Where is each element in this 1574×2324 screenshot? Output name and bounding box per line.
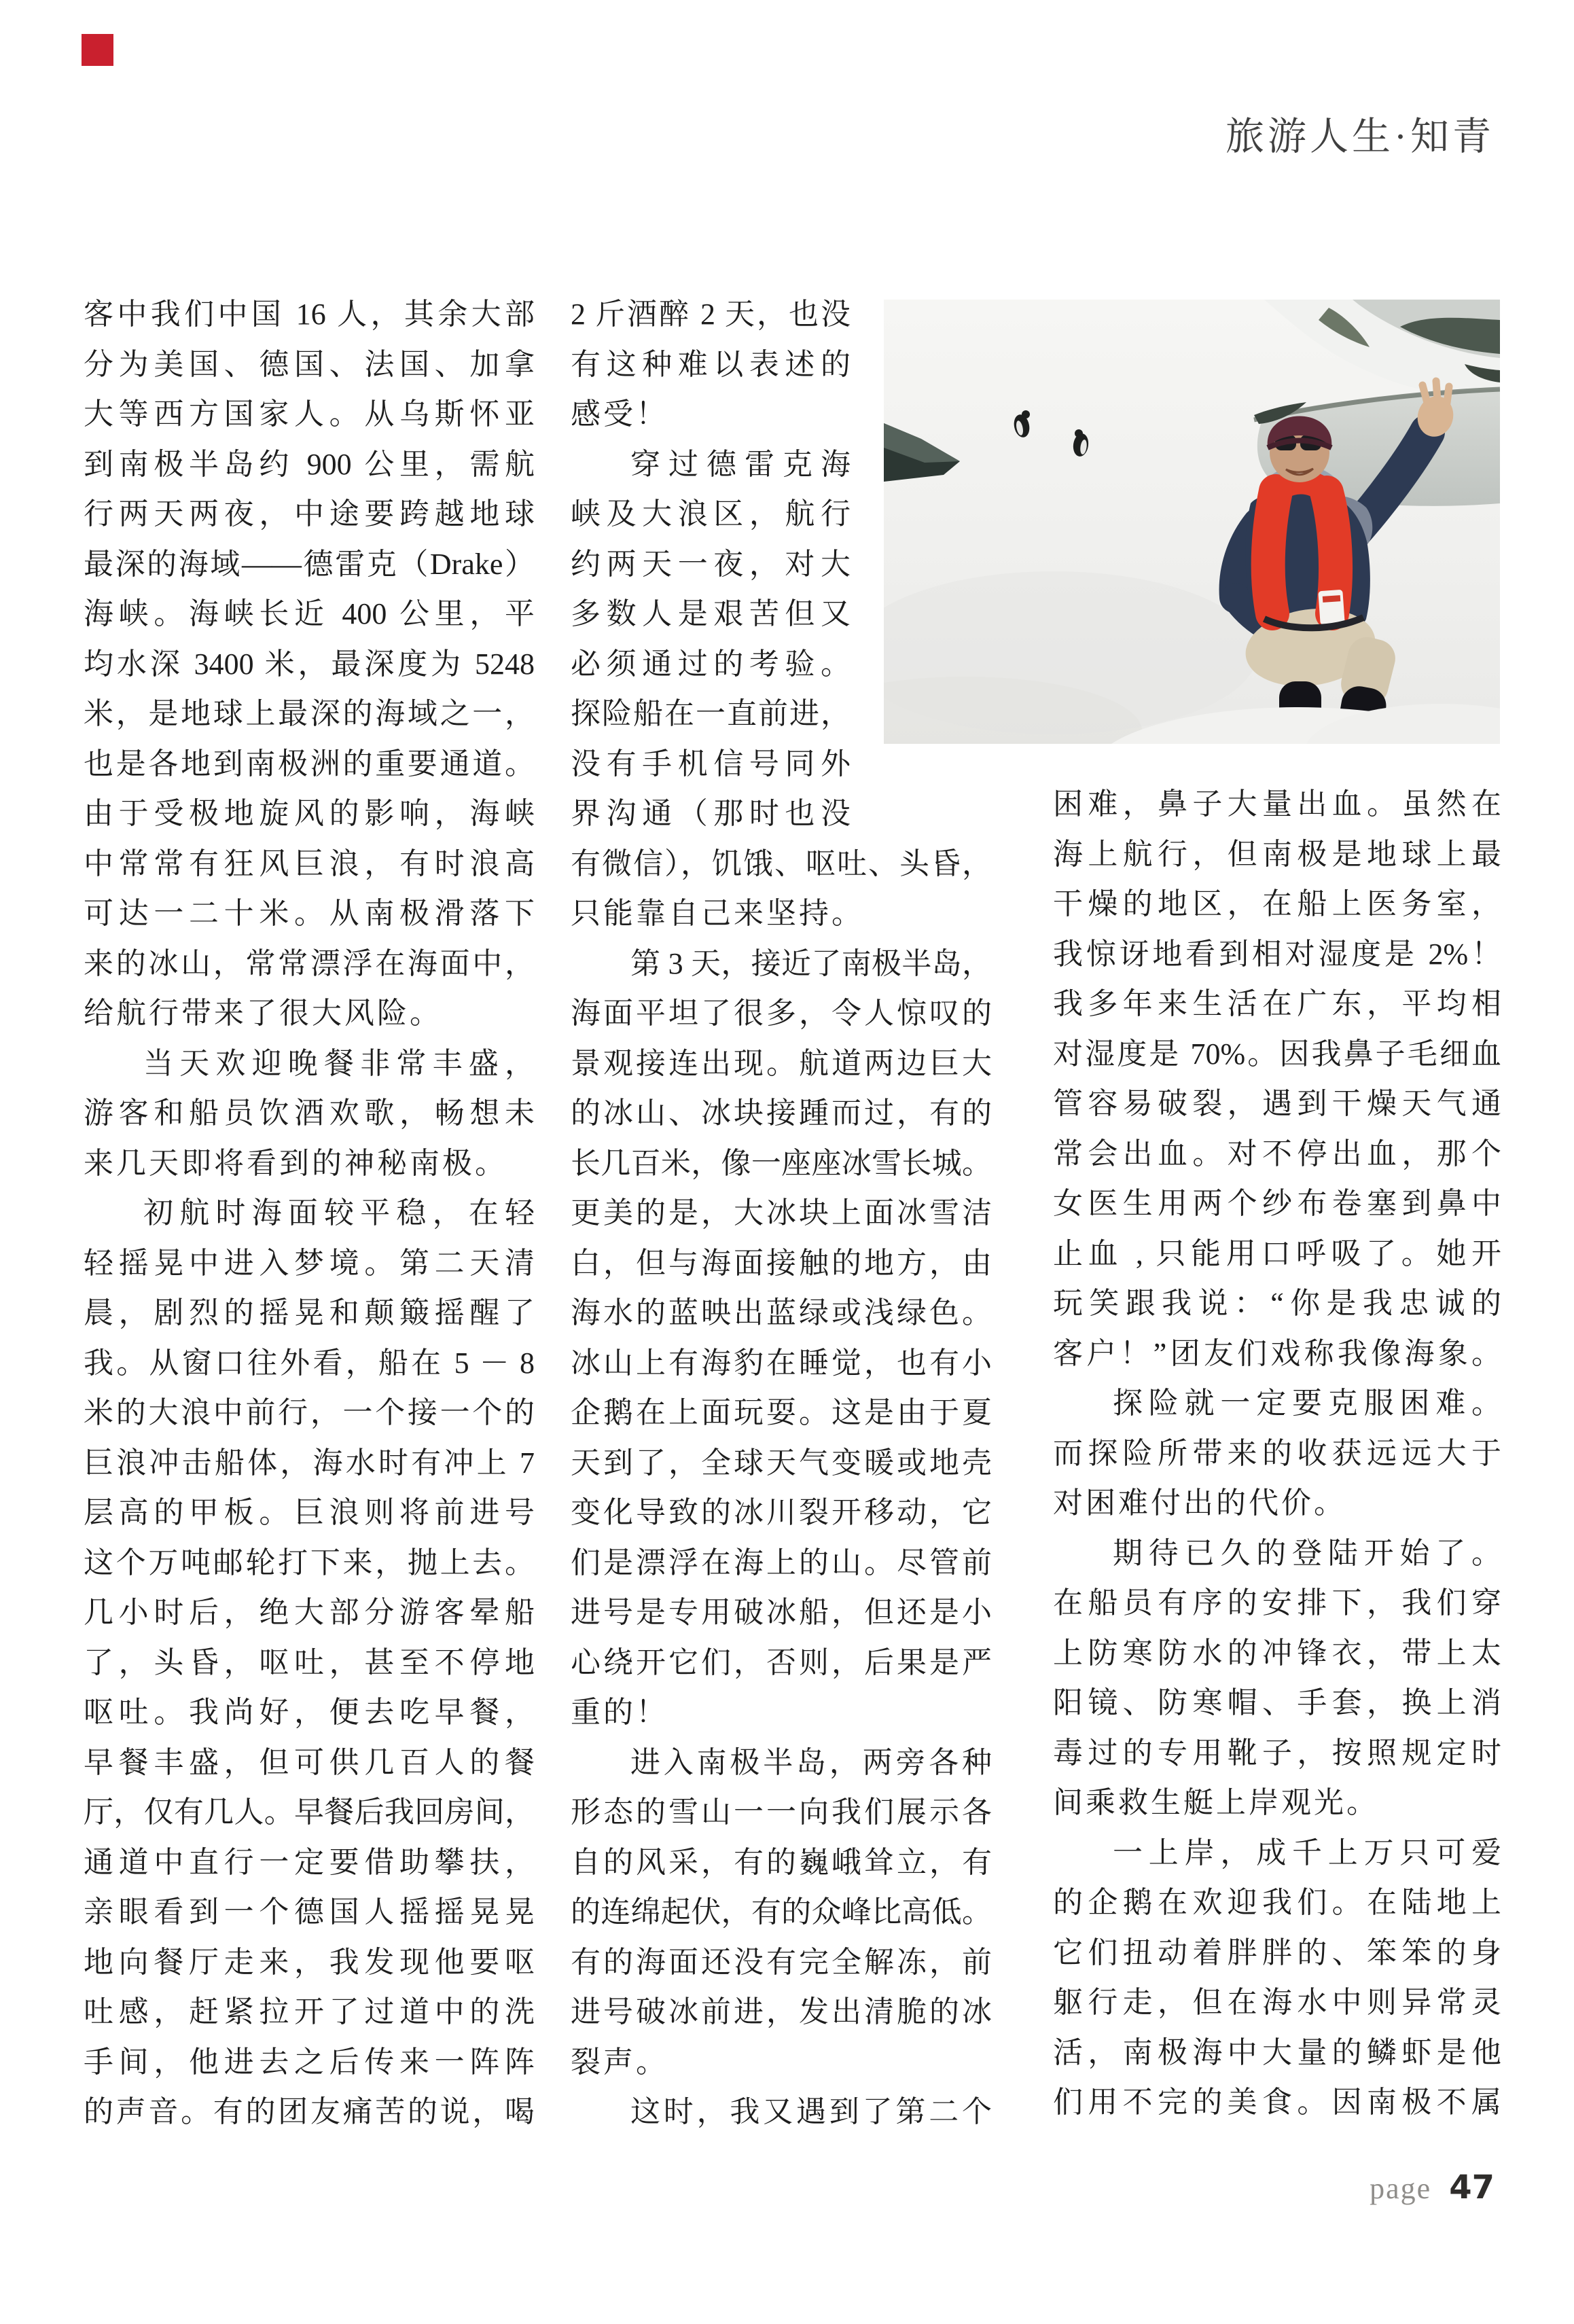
text-line: 的企鹅在欢迎我们。在陆地上	[1053, 1886, 1501, 1919]
text-line: 在船员有序的安排下，我们穿	[1053, 1586, 1501, 1620]
text-line: 分为美国、德国、法国、加拿	[84, 347, 535, 381]
text-line: 大等西方国家人。从乌斯怀亚	[84, 397, 535, 431]
text-line: 冰山上有海豹在睡觉，也有小	[571, 1346, 992, 1380]
text-line: 期待已久的登陆开始了。	[1113, 1536, 1501, 1570]
text-line: 我。从窗口往外看，船在 5 － 8	[84, 1346, 535, 1380]
text-line: 均水深 3400 米，最深度为 5248	[84, 647, 535, 681]
text-line: 客户！”团友们戏称我像海象。	[1053, 1336, 1501, 1370]
text-line: 的冰山、冰块接踵而过，有的	[571, 1096, 992, 1130]
text-line: 间乘救生艇上岸观光。	[1053, 1786, 1379, 1819]
text-line: 界沟通（那时也没	[571, 797, 851, 830]
text-line: 的连绵起伏，有的众峰比高低。	[571, 1895, 992, 1929]
text-line: 们是漂浮在海上的山。尽管前	[571, 1545, 992, 1579]
text-line: 进号是专用破冰船，但还是小	[571, 1596, 992, 1629]
text-line: 没有手机信号同外	[571, 747, 851, 781]
text-line: 景观接连出现。航道两边巨大	[571, 1046, 992, 1080]
text-line: 变化导致的冰川裂开移动，它	[571, 1496, 992, 1529]
text-line: 干燥的地区，在船上医务室，	[1053, 887, 1501, 920]
text-line: 必须通过的考验。	[571, 647, 851, 681]
text-line: 上防寒防水的冲锋衣，带上太	[1053, 1636, 1501, 1670]
text-line: 行两天两夜，中途要跨越地球	[84, 497, 535, 531]
text-line: 呕吐。我尚好，便去吃早餐，	[84, 1696, 535, 1729]
text-line: 来几天即将看到的神秘南极。	[84, 1146, 507, 1180]
text-line: 探险船在一直前进，	[571, 697, 851, 730]
text-line: 来的冰山，常常漂浮在海面中，	[84, 946, 535, 980]
text-line: 也是各地到南极洲的重要通道。	[84, 747, 535, 781]
page-footer	[1372, 2168, 1495, 2206]
text-line: 多数人是艰苦但又	[571, 597, 851, 630]
text-line: 几小时后，绝大部分游客晕船	[84, 1596, 535, 1629]
text-line: 可达一二十米。从南极滑落下	[84, 897, 535, 930]
text-line: 探险就一定要克服困难。	[1113, 1387, 1501, 1420]
text-line: 一上岸，成千上万只可爱	[1113, 1836, 1501, 1870]
text-line: 女医生用两个纱布卷塞到鼻中	[1053, 1187, 1501, 1220]
text-line: 游客和船员饮酒欢歌，畅想未	[84, 1096, 535, 1130]
text-line: 给航行带来了很大风险。	[84, 997, 442, 1030]
text-line: 有这种难以表述的	[571, 347, 851, 381]
text-line: 们用不完的美食。因南极不属	[1053, 2086, 1501, 2119]
text-line: 重的！	[571, 1696, 668, 1729]
text-line: 我惊讶地看到相对湿度是 2%！	[1053, 937, 1501, 971]
section-title: 旅游人生·知青	[1226, 115, 1495, 158]
text-line: 企鹅在上面玩耍。这是由于夏	[571, 1396, 992, 1429]
text-line: 自的风采，有的巍峨耸立，有	[571, 1845, 992, 1879]
text-line: 躯行走，但在海水中则异常灵	[1053, 1986, 1501, 2019]
text-line: 天到了，全球天气变暖或地壳	[571, 1446, 992, 1480]
text-line: 穿过德雷克海	[630, 447, 851, 481]
page-label: page	[1370, 2172, 1432, 2205]
text-line: 形态的雪山一一向我们展示各	[571, 1795, 992, 1829]
page-number: 47	[1449, 2168, 1495, 2206]
text-line: 早餐丰盛，但可供几百人的餐	[84, 1745, 535, 1779]
text-line: 米的大浪中前行，一个接一个的	[84, 1396, 535, 1429]
text-line: 更美的是，大冰块上面冰雪洁	[571, 1196, 992, 1230]
text-line: 吐感，赶紧拉开了过道中的洗	[84, 1995, 535, 2028]
text-line: 困难，鼻子大量出血。虽然在	[1053, 787, 1501, 821]
text-line: 长几百米，像一座座冰雪长城。	[571, 1146, 992, 1180]
text-line: 中常常有狂风巨浪，有时浪高	[84, 846, 535, 880]
text-line: 进入南极半岛，两旁各种	[630, 1745, 992, 1779]
text-line: 当天欢迎晚餐非常丰盛，	[143, 1046, 535, 1080]
text-line: 止血 , 只能用口呼吸了。她开	[1053, 1236, 1501, 1270]
text-line: 感受！	[571, 397, 668, 431]
text-line: 由于受极地旋风的影响，海峡	[84, 797, 535, 830]
text-line: 米，是地球上最深的海域之一，	[84, 697, 535, 730]
text-line: 层高的甲板。巨浪则将前进号	[84, 1496, 535, 1529]
text-line: 只能靠自己来坚持。	[571, 897, 864, 930]
text-line: 海水的蓝映出蓝绿或浅绿色。	[571, 1296, 992, 1329]
text-line: 地向餐厅走来，我发现他要呕	[84, 1945, 535, 1979]
text-line: 这个万吨邮轮打下来，抛上去。	[84, 1545, 535, 1579]
text-line: 而探险所带来的收获远远大于	[1053, 1436, 1501, 1470]
text-line: 2 斤酒醉 2 天，也没	[571, 298, 851, 331]
article-column-3	[1053, 779, 1501, 2128]
text-line: 对湿度是 70%。因我鼻子毛细血	[1053, 1037, 1501, 1071]
text-line: 它们扭动着胖胖的、笨笨的身	[1053, 1935, 1501, 1969]
text-line: 手间，他进去之后传来一阵阵	[84, 2045, 535, 2079]
text-line: 对困难付出的代价。	[1053, 1486, 1346, 1520]
text-line: 了，头昏，呕吐，甚至不停地	[84, 1645, 535, 1679]
text-line: 初航时海面较平稳，在轻	[143, 1196, 535, 1230]
text-line: 活，南极海中大量的鳞虾是他	[1053, 2035, 1501, 2069]
text-line: 阳镜、防寒帽、手套，换上消	[1053, 1686, 1501, 1719]
text-line: 裂声。	[571, 2045, 668, 2079]
text-line: 心绕开它们，否则，后果是严	[571, 1645, 992, 1679]
text-line: 海峡。海峡长近 400 公里，平	[84, 597, 535, 630]
text-line: 的声音。有的团友痛苦的说，喝	[84, 2095, 535, 2128]
text-line: 毒过的专用靴子，按照规定时	[1053, 1736, 1501, 1770]
text-line: 亲眼看到一个德国人摇摇晃晃	[84, 1895, 535, 1929]
article-column-2	[571, 289, 992, 2137]
text-line: 到南极半岛约 900 公里，需航	[84, 447, 535, 481]
text-line: 海面平坦了很多，令人惊叹的	[571, 997, 992, 1030]
text-line: 客中我们中国 16 人，其余大部	[84, 298, 535, 331]
text-line: 进号破冰前进，发出清脆的冰	[571, 1995, 992, 2028]
text-line: 海上航行，但南极是地球上最	[1053, 837, 1501, 871]
text-line: 第 3 天，接近了南极半岛，	[630, 946, 992, 980]
text-line: 管容易破裂，遇到干燥天气通	[1053, 1087, 1501, 1120]
text-line: 通道中直行一定要借助攀扶，	[84, 1845, 535, 1879]
text-line: 峡及大浪区，航行	[571, 497, 851, 531]
text-line: 白，但与海面接触的地方，由	[571, 1246, 992, 1280]
text-line: 这时，我又遇到了第二个	[630, 2095, 992, 2128]
text-line: 巨浪冲击船体，海水时有冲上 7	[84, 1446, 535, 1480]
text-line: 厅，仅有几人。早餐后我回房间，	[84, 1795, 535, 1829]
text-line: 有微信），饥饿、呕吐、头昏，	[571, 846, 992, 880]
magazine-corner-logo	[82, 34, 113, 66]
article-column-1	[84, 289, 535, 2137]
text-line: 约两天一夜，对大	[571, 547, 851, 581]
text-line: 晨，剧烈的摇晃和颠簸摇醒了	[84, 1296, 535, 1329]
text-line: 我多年来生活在广东，平均相	[1053, 987, 1501, 1020]
text-line: 最深的海域——德雷克（Drake）	[84, 547, 535, 581]
text-line: 轻摇晃中进入梦境。第二天清	[84, 1246, 535, 1280]
text-line: 有的海面还没有完全解冻，前	[571, 1945, 992, 1979]
text-line: 玩笑跟我说：“你是我忠诚的	[1053, 1287, 1501, 1320]
text-line: 常会出血。对不停出血，那个	[1053, 1137, 1501, 1170]
